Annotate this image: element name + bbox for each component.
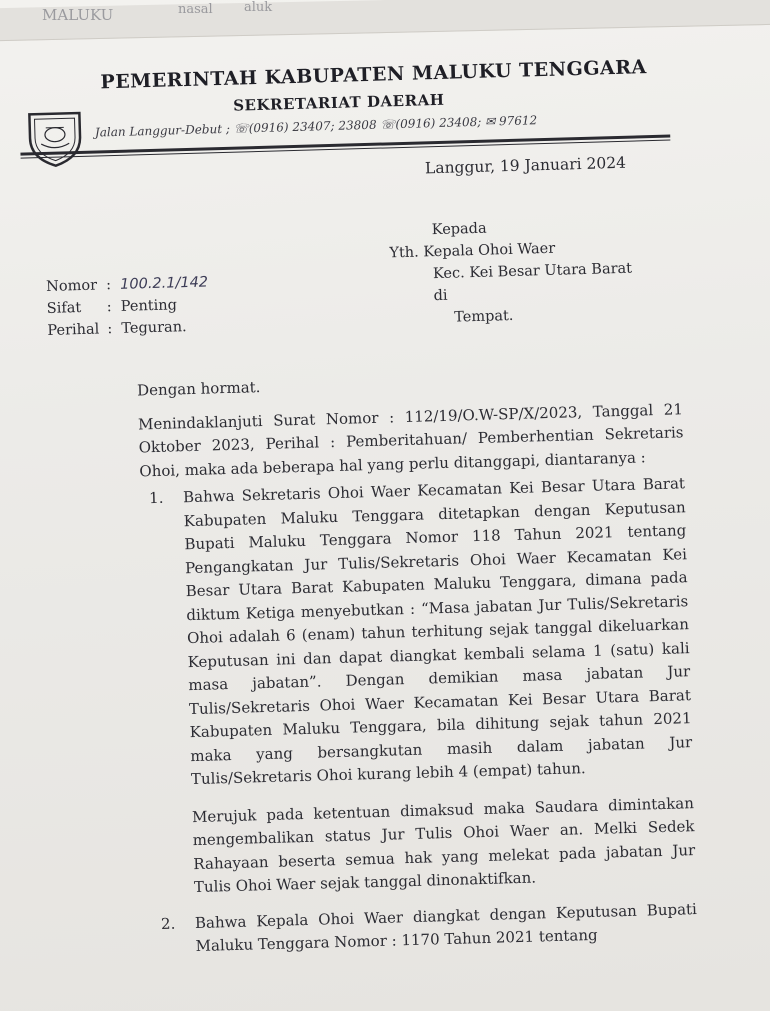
recipient-place: Tempat.: [453, 307, 514, 326]
letter-body: [137, 364, 698, 959]
perihal-value: Teguran.: [121, 319, 187, 337]
list-item: [152, 898, 698, 960]
regency-emblem-icon: [23, 107, 87, 171]
ghost-text: nasal: [178, 2, 213, 17]
intro-paragraph: Menindaklanjuti Surat Nomor : 112/19/O.W-SP/X/2023, Tanggal 21 Oktober 2023, Perihal : Pemberitahuan/ Pemberhentian Sekretaris Ohoi, maka ada beberapa hal yang perlu ditanggapi, diantaranya :: [137, 399, 684, 480]
recipient-di: di: [433, 287, 448, 305]
letterhead-address: Jalan Langgur-Debut ; ☏(0916) 23407; 23808 ☏(0916) 23408; ✉ 97612: [94, 113, 538, 140]
nomor-value: 100.2.1/142: [119, 274, 209, 293]
list-item: [140, 472, 696, 901]
perihal-label: Perihal: [47, 321, 100, 339]
list-item-text: Bahwa Kepala Ohoi Waer diangkat dengan Keputusan Bupati Maluku Tenggara Nomor : 1170 Tahun 2021 tentang: [194, 899, 698, 956]
recipient-kepada: Kepada: [431, 220, 487, 239]
letter-date: Langgur, 19 Januari 2024: [424, 153, 627, 178]
recipient-name: Yth. Kepala Ohoi Waer: [389, 240, 556, 262]
letterhead-title: PEMERINTAH KABUPATEN MALUKU TENGGARA: [100, 56, 648, 94]
nomor-label: Nomor: [45, 277, 98, 295]
ghost-text: MALUKU: [42, 6, 114, 24]
point-list: [140, 472, 698, 960]
greeting: Dengan hormat.: [136, 378, 261, 400]
ghost-text: aluk: [244, 0, 273, 15]
list-item-number: 2.: [160, 914, 176, 933]
letter-meta: [46, 271, 210, 341]
recipient-block: [388, 214, 633, 331]
list-item-followup: Merujuk pada ketentuan dimaksud maka Saudara dimintakan mengembalikan status Jur Tulis Ohoi Waer an. Melki Sedek Rahayaan beserta semua hak yang melekat pada jabatan Jur Tulis Ohoi Waer sejak tanggal dinonaktifkan.: [191, 793, 696, 897]
recipient-district: Kec. Kei Besar Utara Barat: [432, 260, 633, 283]
sifat-value: Penting: [120, 297, 178, 315]
sifat-label: Sifat: [46, 300, 82, 317]
meta-sifat: Sifat : Penting: [47, 293, 209, 320]
list-item-number: 1.: [148, 488, 164, 508]
letterhead-subtitle: SEKRETARIAT DAERAH: [232, 90, 445, 115]
meta-perihal: Perihal : Teguran.: [47, 315, 209, 342]
list-item-text: Bahwa Sekretaris Ohoi Waer Kecamatan Kei Besar Utara Barat Kabupaten Maluku Tenggara ditetapkan dengan Keputusan Bupati Maluku Tenggara Nomor 118 Tahun 2021 tentang Pengangkatan Jur Tulis/Sekretaris Ohoi Waer Kecamatan Kei Besar Utara Barat Kabupaten Maluku Tenggara, dimana pada diktum Ketiga menyebutkan : “Masa jabatan Jur Tulis/Sekretaris Ohoi adalah 6 (enam) tahun terhitung sejak tanggal dikeluarkan Keputusan ini dan dapat diangkat kembali selama 1 (satu) kali masa jabatan”. Dengan demikian masa jabatan Jur Tulis/Sekretaris Ohoi Waer Kecamatan Kei Besar Utara Barat Kabupaten Maluku Tenggara, bila dihitung sejak tahun 2021 maka yang bersangkutan masih dalam jabatan Jur Tulis/Sekretaris Ohoi kurang lebih 4 (empat) tahun.: [182, 474, 693, 789]
meta-nomor: Nomor : 100.2.1/142: [46, 271, 208, 298]
